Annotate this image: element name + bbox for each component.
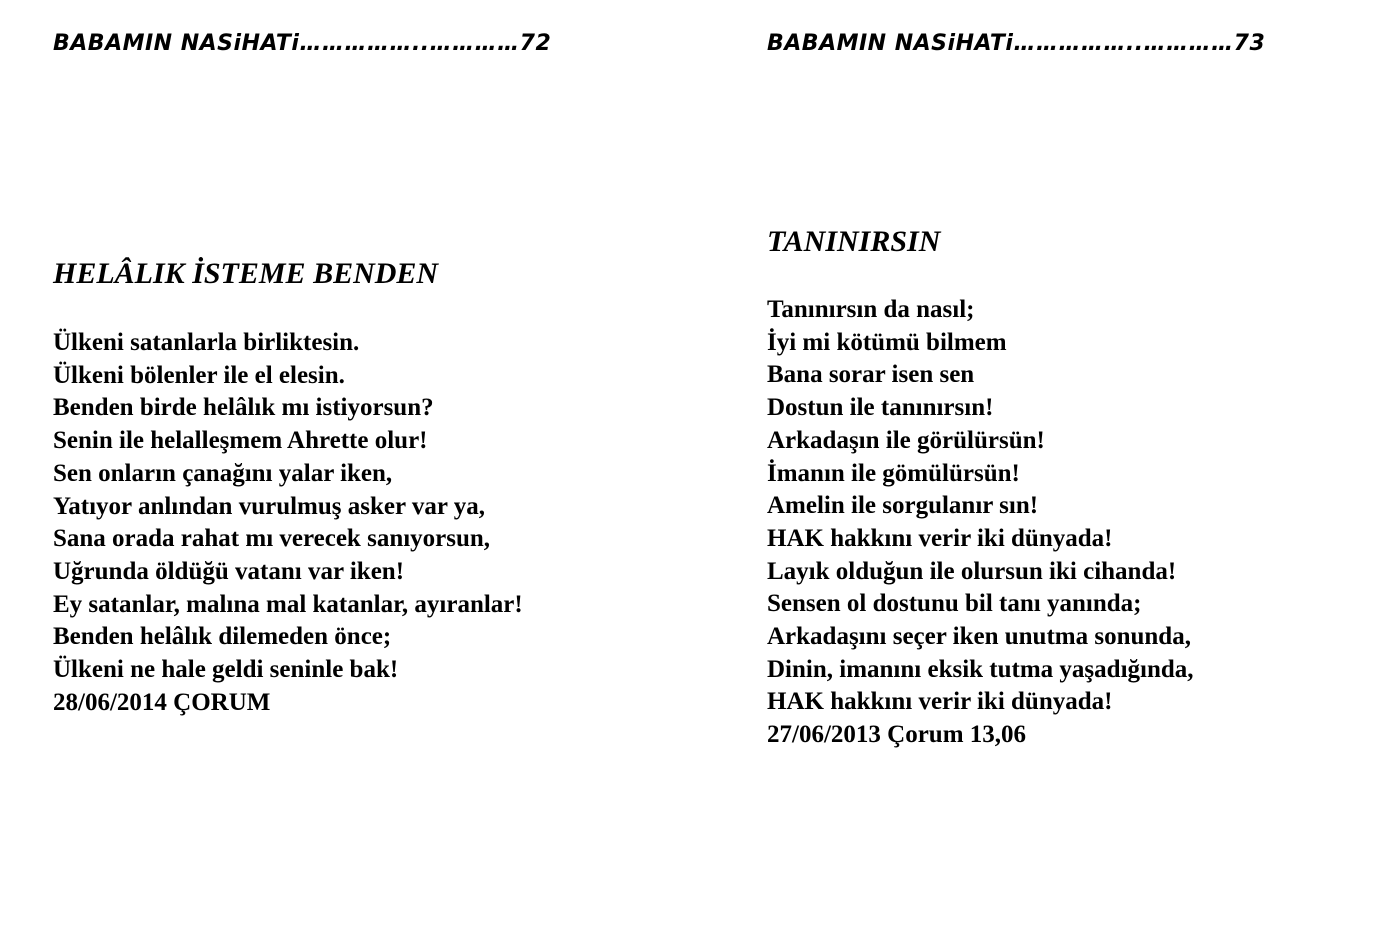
- poem-title: TANINIRSIN: [767, 225, 941, 258]
- poem-line: Tanınırsın da nasıl;: [767, 296, 975, 323]
- poem-date-line: 27/06/2013 Çorum 13,06: [767, 721, 1027, 749]
- poem-title: HELÂLIK İSTEME BENDEN: [53, 257, 439, 290]
- poem-line: Layık olduğun ile olursun iki cihanda!: [767, 557, 1177, 585]
- poem-line: Sana orada rahat mı verecek sanıyorsun,: [53, 525, 491, 553]
- poem-line: Ülkeni ne hale geldi seninle bak!: [53, 656, 399, 684]
- poem-line: Benden helâlık dilemeden önce;: [53, 623, 392, 651]
- poem-date-line: 28/06/2014 ÇORUM: [53, 688, 271, 716]
- poem-line: Uğrunda öldüğü vatanı var iken!: [53, 557, 405, 585]
- poem-line: Benden birde helâlık mı istiyorsun?: [53, 394, 434, 422]
- poem-line: İmanın ile gömülürsün!: [767, 459, 1020, 487]
- poem-line: HAK hakkını verir iki dünyada!: [767, 688, 1113, 716]
- page-header: BABAMIN NASiHATi……………..…………72: [53, 31, 552, 56]
- right-page: [767, 0, 1387, 945]
- poem-line: Arkadaşını seçer iken unutma sonunda,: [767, 623, 1191, 651]
- poem-body: [767, 294, 1194, 752]
- poem-line: Arkadaşın ile görülürsün!: [767, 426, 1045, 454]
- poem-line: Senin ile helalleşmem Ahrette olur!: [53, 427, 428, 455]
- page-header: BABAMIN NASiHATi……………..…………73: [767, 31, 1266, 56]
- poem-line: Ülkeni bölenler ile el elesin.: [53, 361, 345, 389]
- poem-line: İyi mi kötümü bilmem: [767, 328, 1007, 356]
- poem-line: Ülkeni satanlarla birliktesin.: [53, 329, 360, 356]
- poem-line: Bana sorar isen sen: [767, 361, 975, 389]
- poem-line: Dostun ile tanınırsın!: [767, 394, 994, 422]
- poem-line: Sen onların çanağını yalar iken,: [53, 459, 393, 487]
- poem-body: [53, 327, 523, 719]
- poem-line: Amelin ile sorgulanır sın!: [767, 492, 1039, 520]
- poem-line: Ey satanlar, malına mal katanlar, ayıranlar!: [53, 590, 523, 618]
- poem-line: Yatıyor anlından vurulmuş asker var ya,: [53, 492, 486, 520]
- poem-line: Dinin, imanını eksik tutma yaşadığında,: [767, 655, 1194, 683]
- poem-line: HAK hakkını verir iki dünyada!: [767, 524, 1113, 552]
- left-page: [53, 0, 693, 945]
- poem-line: Sensen ol dostunu bil tanı yanında;: [767, 590, 1142, 618]
